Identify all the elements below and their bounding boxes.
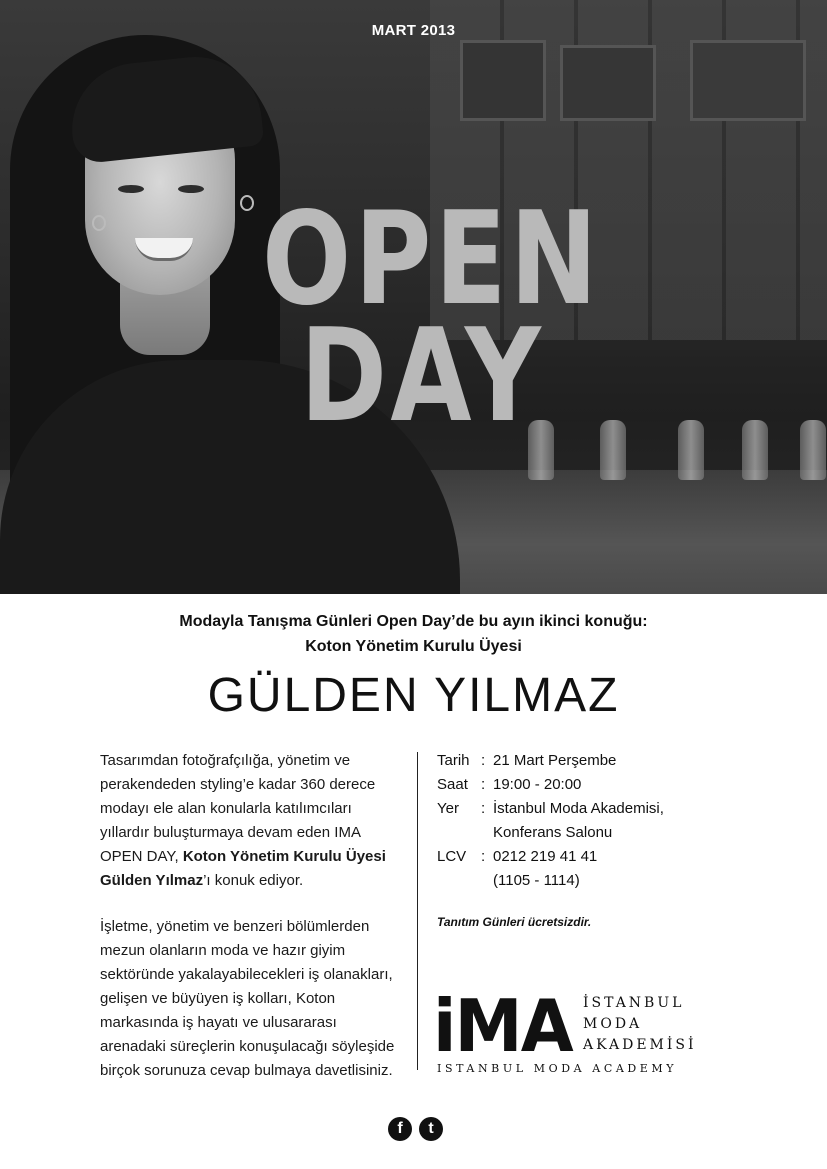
guest-name: GÜLDEN YILMAZ <box>207 669 620 722</box>
twitter-icon[interactable]: t <box>419 1117 443 1141</box>
portrait-earring <box>240 195 254 211</box>
background-mannequin <box>600 420 626 480</box>
headline-day: DAY <box>300 302 545 451</box>
info-label: Saat <box>437 776 468 793</box>
info-value: (1105 - 1114) <box>493 872 580 889</box>
paragraph-bold-guest: Koton Yönetim Kurulu Üyesi Gülden Yılmaz <box>100 848 386 889</box>
portrait-eye <box>178 185 204 193</box>
info-label: Yer <box>437 800 459 817</box>
background-frame <box>560 45 656 121</box>
ima-logo-mark: iMA <box>433 984 572 1068</box>
logo-word: İSTANBUL <box>583 995 685 1011</box>
info-value: 19:00 - 20:00 <box>493 776 582 793</box>
info-separator: : <box>481 800 486 817</box>
info-label: Tarih <box>437 752 470 769</box>
info-value: Konferans Salonu <box>493 824 613 841</box>
background-mannequin <box>678 420 704 480</box>
info-separator: : <box>481 752 486 769</box>
description-paragraph-1 <box>100 749 405 893</box>
headline-open: OPEN <box>262 185 601 334</box>
free-admission-note: Tanıtım Günleri ücretsizdir. <box>437 915 592 929</box>
intro-line-2: Koton Yönetim Kurulu Üyesi <box>305 638 522 655</box>
logo-word: AKADEMİSİ <box>583 1037 697 1053</box>
background-frame <box>690 40 806 121</box>
paragraph-text: Tasarımdan fotoğrafçılığa, yönetim ve perakendeden styling’e kadar 360 derece modayı ele alan konularla katılımcıları yıllardır buluşturmaya devam eden IMA OPEN DAY, <box>100 752 376 865</box>
column-divider <box>417 752 418 1070</box>
background-mannequin <box>800 420 826 480</box>
info-value: 21 Mart Perşembe <box>493 752 617 769</box>
ima-logo-subtitle: ISTANBUL MODA ACADEMY <box>437 1062 678 1075</box>
background-mannequin <box>742 420 768 480</box>
issue-month: MART 2013 <box>371 22 456 39</box>
info-label: LCV <box>437 848 467 865</box>
logo-word: MODA <box>583 1016 643 1032</box>
portrait-earring <box>92 215 106 231</box>
paragraph-text: ’ı konuk ediyor. <box>203 872 304 889</box>
background-frame <box>460 40 546 121</box>
portrait-eye <box>118 185 144 193</box>
description-paragraph-2: İşletme, yönetim ve benzeri bölümlerden mezun olanların moda ve hazır giyim sektöründe yakalayabilecekleri iş olanakları, gelişen ve büyüyen iş kolları, Koton markasında iş hayatı ve ulusararası arenadaki süreçlerin konuşulacağı söyleşide birçok sorunuza cevap bulmaya davetlisiniz. <box>100 918 395 1079</box>
info-separator: : <box>481 848 486 865</box>
info-separator: : <box>481 776 486 793</box>
facebook-icon[interactable]: f <box>388 1117 412 1141</box>
ima-logo-words <box>583 993 697 1056</box>
info-value: İstanbul Moda Akademisi, <box>493 800 664 817</box>
info-value: 0212 219 41 41 <box>493 848 598 865</box>
intro-line-1: Modayla Tanışma Günleri Open Day’de bu ayın ikinci konuğu: <box>179 613 648 630</box>
